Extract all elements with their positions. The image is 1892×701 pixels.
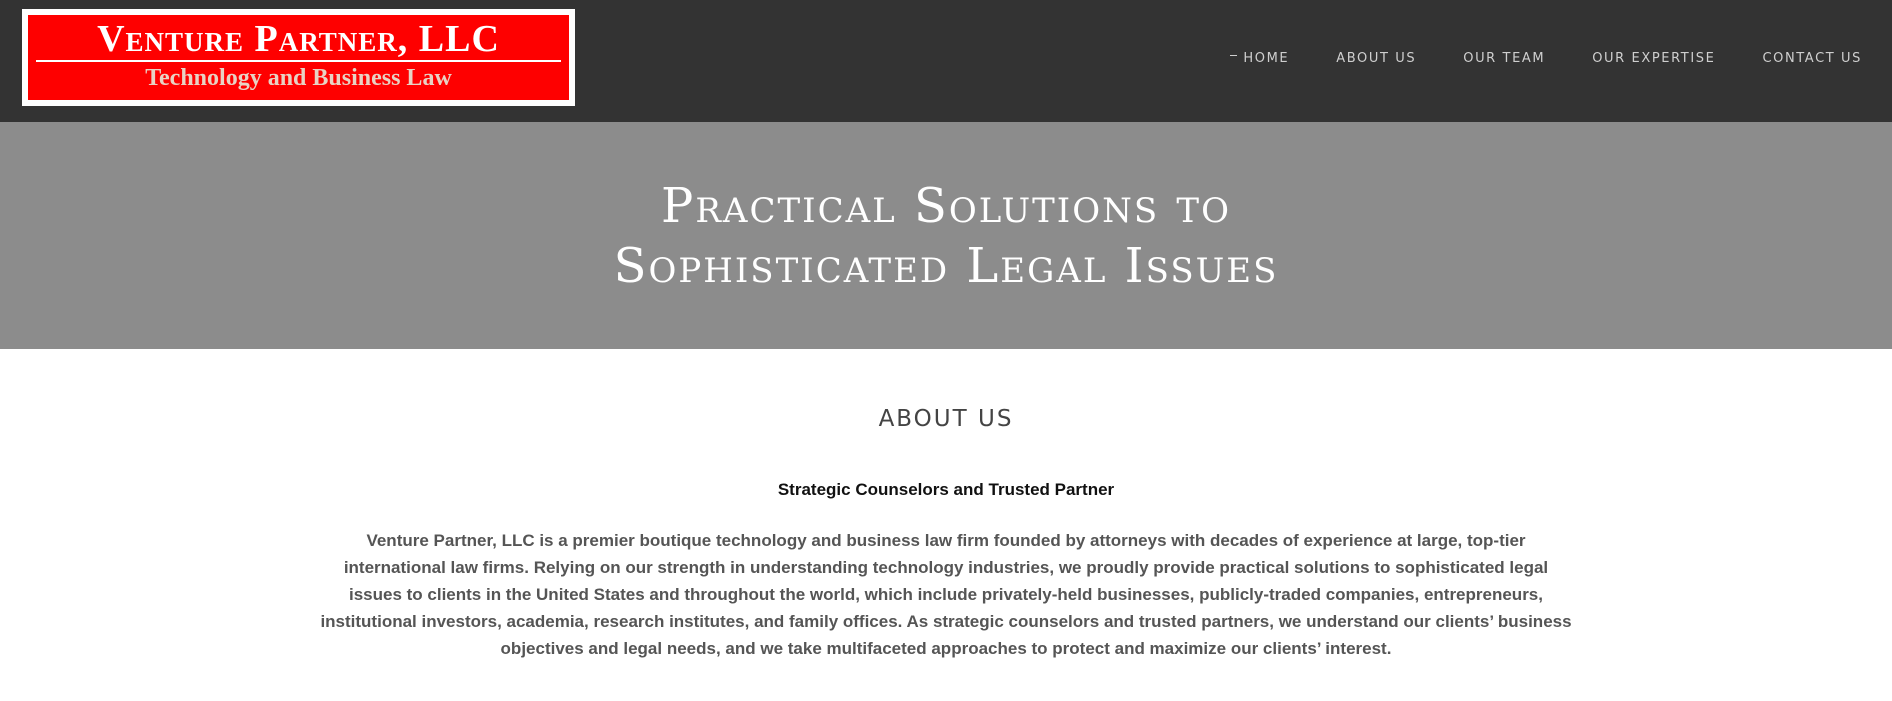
nav-item-about-us[interactable]: ABOUT US: [1336, 50, 1417, 66]
nav-item-label: HOME: [1243, 50, 1290, 66]
logo-tagline: Technology and Business Law: [145, 64, 452, 91]
active-indicator-icon: [1230, 55, 1237, 56]
site-header: [0, 0, 1892, 122]
logo-firm-name: Venture Partner, LLC: [97, 17, 500, 60]
nav-item-home[interactable]: [1230, 51, 1289, 66]
nav-item-our-expertise[interactable]: OUR EXPERTISE: [1592, 50, 1716, 66]
logo-divider: [36, 60, 561, 62]
hero-title-line-1: Practical Solutions to: [661, 177, 1231, 234]
about-section-title: ABOUT US: [878, 406, 1014, 432]
about-section-body: Venture Partner, LLC is a premier boutique technology and business law firm founded by attorneys with decades of experience at large, top-tier international law firms. Relying on our strength in understanding technology industries, we proudly provide practical solutions to sophisticated legal issues to clients in the United States and throughout the world, which include privately-held businesses, publicly-traded companies, entrepreneurs, institutional investors, academia, research institutes, and family offices. As strategic counselors and trusted partners, we understand our clients’ business objectives and legal needs, and we take multifaceted approaches to protect and maximize our clients’ interest.: [320, 531, 1572, 658]
hero-banner: [0, 122, 1892, 349]
site-logo[interactable]: [22, 9, 575, 106]
logo-banner: [28, 15, 569, 100]
nav-item-contact-us[interactable]: CONTACT US: [1762, 50, 1862, 66]
hero-title-line-2: Sophisticated Legal Issues: [613, 237, 1279, 294]
nav-item-our-team[interactable]: OUR TEAM: [1463, 50, 1546, 66]
main-nav: [1230, 48, 1862, 68]
about-section-subtitle: Strategic Counselors and Trusted Partner: [777, 480, 1115, 499]
